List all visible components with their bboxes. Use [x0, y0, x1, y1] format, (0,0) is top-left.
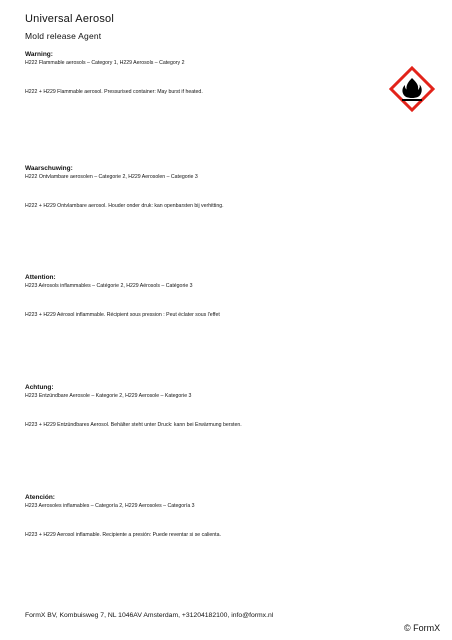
warning-section-es — [25, 494, 395, 539]
hazard-classification: H223 Aerosoles inflamables – Categoría 2, H229 Aerosoles – Categoría 3 — [25, 503, 195, 509]
hazard-classification: H223 Aérosols inflammables – Catégorie 2, H229 Aérosols – Catégorie 3 — [25, 283, 193, 289]
signal-word: Atención: — [25, 494, 55, 501]
product-subtitle: Mold release Agent — [25, 31, 102, 41]
signal-word: Warning: — [25, 51, 53, 58]
warning-section-en — [25, 51, 395, 96]
ghs-flame-icon — [389, 66, 435, 112]
hazard-classification: H222 Flammable aerosols – Category 1, H229 Aerosols – Category 2 — [25, 60, 185, 66]
product-title: Universal Aerosol — [25, 13, 114, 25]
signal-word: Achtung: — [25, 384, 54, 391]
hazard-statement: H223 + H229 Entzündbares Aerosol. Behälter steht unter Druck: kann bei Erwärmung bersten. — [25, 422, 242, 428]
hazard-statement: H222 + H229 Flammable aerosol. Pressurised container: May burst if heated. — [25, 89, 203, 95]
hazard-statement: H223 + H229 Aerosol inflamable. Recipiente a presión: Puede reventar si se calienta. — [25, 532, 221, 538]
warning-section-fr — [25, 274, 395, 319]
hazard-statement: H222 + H229 Ontvlambare aerosol. Houder onder druk: kan openbarsten bij verhitting. — [25, 203, 224, 209]
hazard-classification: H222 Ontvlambare aerosolen – Categorie 2, H229 Aerosolen – Categorie 3 — [25, 174, 198, 180]
signal-word: Waarschuwing: — [25, 165, 73, 172]
hazard-statement: H223 + H229 Aérosol inflammable. Récipient sous pression : Peut éclater sous l'effet — [25, 312, 220, 318]
warning-section-de — [25, 384, 395, 429]
company-address: FormX BV, Kombuisweg 7, NL 1046AV Amsterdam, +31204182100, info@formx.nl — [25, 612, 274, 619]
warning-section-nl — [25, 165, 395, 210]
signal-word: Attention: — [25, 274, 56, 281]
hazard-classification: H223 Entzündbare Aerosole – Kategorie 2, H229 Aerosole – Kategorie 3 — [25, 393, 192, 399]
formx-logo: © FormX — [404, 623, 441, 633]
